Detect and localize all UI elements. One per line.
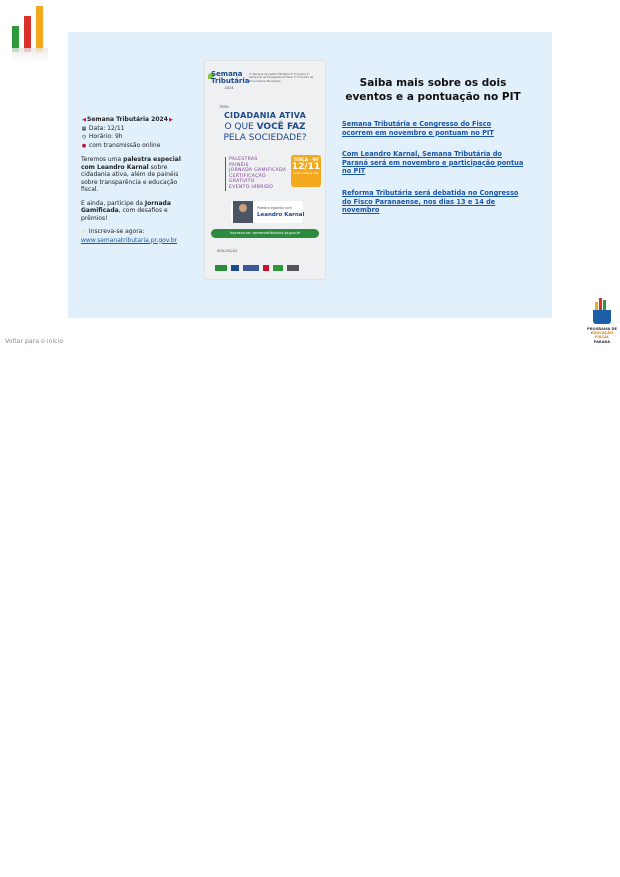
- edu-logo-line2: EDUCAÇÃO: [590, 331, 614, 336]
- poster-question-line2: PELA SOCIEDADE?: [223, 133, 307, 143]
- event-date: Data: 12/11: [88, 124, 125, 132]
- desc-text: Teremos uma: [81, 156, 124, 163]
- poster-items: [225, 157, 286, 191]
- sponsor-logo: [273, 265, 283, 271]
- extra-text-end: , com desafios e prêmios!: [81, 207, 168, 222]
- desc-text-end: sobre cidadania ativa, além de painéis sobre transparência e educação fiscal.: [81, 163, 179, 193]
- event-title: Semana Tributária 2024: [87, 116, 168, 123]
- logo-bar-yellow: [36, 6, 43, 52]
- poster-item: CERTIFICAÇÃO: [229, 173, 266, 179]
- calendar-icon: ▦: [81, 125, 87, 132]
- poster-item: EVENTO HÍBRIDO: [229, 184, 274, 190]
- event-time-row: [81, 133, 193, 142]
- poster-date-badge: [291, 155, 321, 187]
- poster-sponsor-logos: [215, 257, 319, 265]
- pencil-cup-logo-icon: [586, 296, 618, 348]
- poster-cta: Inscreva-se: semanatributaria.pr.gov.br: [211, 229, 319, 238]
- logo-bar-red: [24, 16, 31, 52]
- event-extra: [81, 200, 193, 223]
- event-date-row: [81, 125, 193, 134]
- extra-text: E ainda, participe da: [81, 199, 145, 207]
- logo-reflection: [12, 48, 48, 62]
- poster-date-weekday: TERÇA · 9H: [293, 157, 319, 162]
- back-to-top-link[interactable]: Voltar para o início: [5, 338, 64, 345]
- poster-tema-label: TEMA: [219, 105, 229, 109]
- event-broadcast: com transmissão online: [88, 141, 161, 149]
- poster-small-text: 4º Semana da Justiça Tributária 3º Encontro 5º Seminário de Transparência Fiscal 3º Encontro de Procuradores Municipais: [249, 73, 314, 83]
- clock-icon: ◷: [81, 134, 87, 140]
- poster-date-place: Local: Campus Fesp: [293, 172, 319, 175]
- poster-speaker-label: Palestra especial com: [257, 206, 292, 210]
- megaphone-icon: ▶: [168, 117, 173, 123]
- related-news: [342, 76, 524, 228]
- poster-item: PAINÉIS: [229, 162, 249, 168]
- megaphone-icon: ◀: [82, 117, 86, 123]
- pointing-hand-icon: ☞: [81, 229, 87, 235]
- poster-brand-year: 2024: [224, 86, 234, 90]
- event-poster-image[interactable]: [204, 60, 326, 280]
- related-news-title: Saiba mais sobre os dois eventos e a pontuação no PIT: [345, 77, 521, 103]
- signup-block: [81, 228, 193, 244]
- related-news-link[interactable]: Com Leandro Karnal, Semana Tributária do Paraná será em novembro e participação pontua no PIT: [342, 150, 524, 176]
- signup-label: Inscreva-se agora:: [88, 228, 145, 235]
- event-broadcast-row: [81, 142, 193, 151]
- related-news-link[interactable]: Semana Tributária e Congresso do Fisco ocorrem em novembro e pontuam no PIT: [342, 120, 494, 137]
- event-title-row: [81, 116, 193, 125]
- poster-brand-line1: Semana: [211, 70, 243, 78]
- newsletter-panel: [68, 32, 552, 318]
- sponsor-logo: [263, 265, 269, 271]
- sponsor-logo: [243, 265, 259, 271]
- event-info: [81, 116, 193, 250]
- poster-question-bold: VOCÊ FAZ: [256, 122, 306, 132]
- pin-icon: ●: [81, 142, 87, 149]
- poster-question-line1: [205, 122, 325, 132]
- cup-icon: [593, 310, 611, 324]
- edu-logo-line4: PARANÁ: [593, 339, 611, 344]
- poster-item: GRATUITO: [229, 179, 255, 185]
- edu-logo-text: [586, 327, 618, 344]
- sponsor-logo: [215, 265, 227, 271]
- event-time: Horário: 9h: [88, 133, 123, 140]
- desc-bold: palestra especial com Leandro Karnal: [81, 156, 181, 171]
- event-description: [81, 156, 193, 194]
- speaker-photo: [233, 201, 253, 223]
- bar-chart-logo-icon: [12, 6, 48, 62]
- poster-question-pre: O QUE: [224, 122, 257, 132]
- edu-logo-line1: PROGRAMA DE: [586, 327, 617, 331]
- poster-realizacao: REALIZAÇÃO: [217, 249, 238, 253]
- poster-item: JORNADA GAMIFICADA: [229, 168, 287, 174]
- sponsor-logo: [287, 265, 299, 271]
- signup-link[interactable]: www.semanatributaria.pr.gov.br: [81, 236, 178, 244]
- poster-speaker-name: Leandro Karnal: [257, 212, 305, 218]
- poster-date-day: 12/11: [291, 162, 321, 172]
- poster-brand: [211, 70, 250, 92]
- sponsor-logo: [231, 265, 239, 271]
- poster-theme: CIDADANIA ATIVA: [223, 111, 306, 120]
- edu-logo-line3: FISCAL: [594, 335, 610, 340]
- related-news-link[interactable]: Reforma Tributária será debatida no Congresso do Fisco Paranaense, nos dias 13 e 14 de novembro: [342, 188, 519, 215]
- extra-bold: Jornada Gamificada: [81, 199, 171, 214]
- poster-brand-line2: Tributária: [211, 77, 250, 85]
- poster-item: PALESTRAS: [229, 157, 258, 162]
